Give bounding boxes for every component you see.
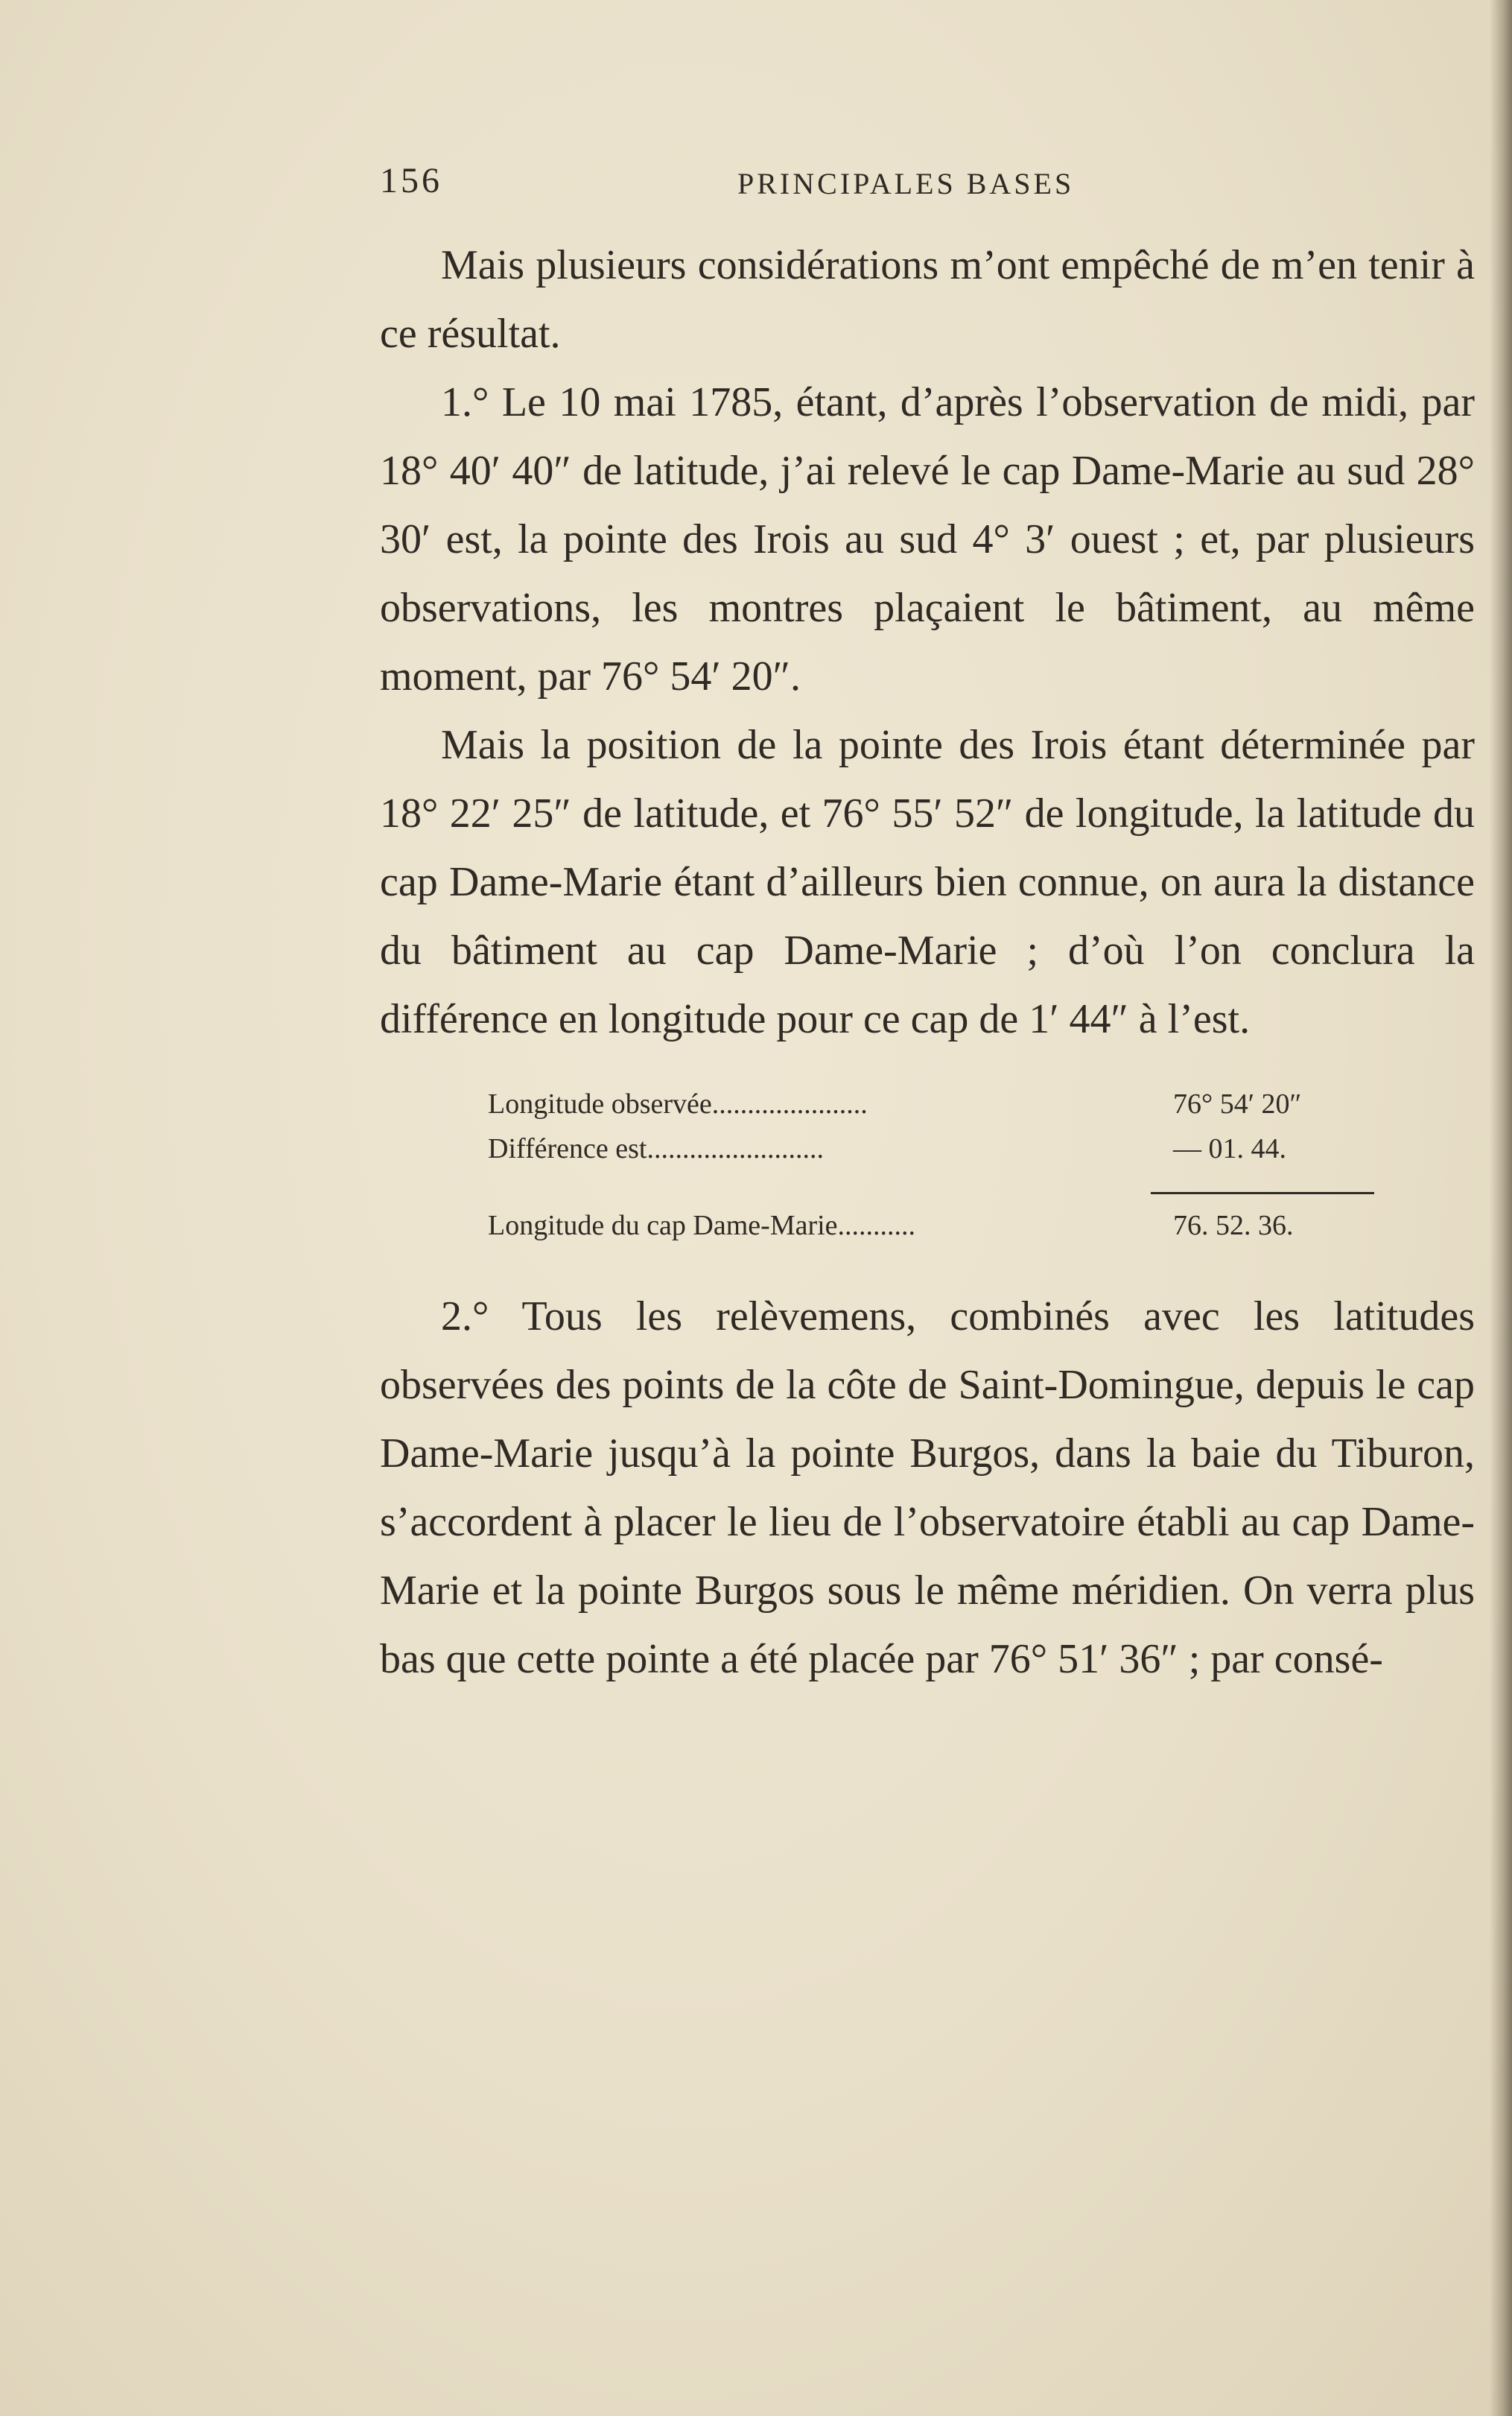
body-text (380, 231, 1475, 1693)
page-header (380, 160, 1140, 205)
page-edge-shadow (1490, 0, 1512, 2416)
row-value: 76° 54′ 20″ (1173, 1088, 1302, 1120)
page-number: 156 (380, 161, 442, 200)
table-row (488, 1128, 1382, 1173)
row-label: Longitude observée...................... (488, 1088, 868, 1120)
row-value: — 01. 44. (1173, 1133, 1286, 1164)
total-value: 76. 52. 36. (1173, 1210, 1294, 1241)
total-label: Longitude du cap Dame-Marie........... (488, 1210, 916, 1241)
paragraph-1: Mais plusieurs considérations m’ont empêché de m’en tenir à ce résultat. (380, 242, 1475, 357)
paragraph-3: Mais la position de la pointe des Irois étant déterminée par 18° 22′ 25″ de latitude, et 76° 55′ 52″ de longitude, la latitude du cap Dame-Marie étant d’ailleurs bien connue, on aura la distance du bâtiment au cap Dame-Marie ; d’où l’on conclura la différence en longitude pour ce cap de 1′ 44″ à l’est. (380, 722, 1475, 1042)
table-row (488, 1083, 1382, 1128)
paragraph-2: 1.° Le 10 mai 1785, étant, d’après l’observation de midi, par 18° 40′ 40″ de latitude, j’ai relevé le cap Dame-Marie au sud 28° 30′ est, la pointe des Irois au sud 4° 3′ ouest ; et, par plusieurs observations, les montres plaçaient le bâtiment, au même moment, par 76° 54′ 20″. (380, 379, 1475, 700)
table-total-row (488, 1205, 1382, 1249)
paragraph-4: 2.° Tous les relèvemens, combinés avec les latitudes observées des points de la côte de Saint-Domingue, depuis le cap Dame-Marie jusqu’à la pointe Burgos, dans la baie du Tiburon, s’accordent à placer le lieu de l’observatoire établi au cap Dame-Marie et la pointe Burgos sous le même méridien. On verra plus bas que cette pointe a été placée par 76° 51′ 36″ ; par consé- (380, 1293, 1475, 1682)
longitude-table (488, 1083, 1382, 1249)
row-label: Différence est......................... (488, 1133, 824, 1164)
running-title: PRINCIPALES BASES (737, 167, 1075, 200)
sum-rule (1151, 1192, 1374, 1194)
